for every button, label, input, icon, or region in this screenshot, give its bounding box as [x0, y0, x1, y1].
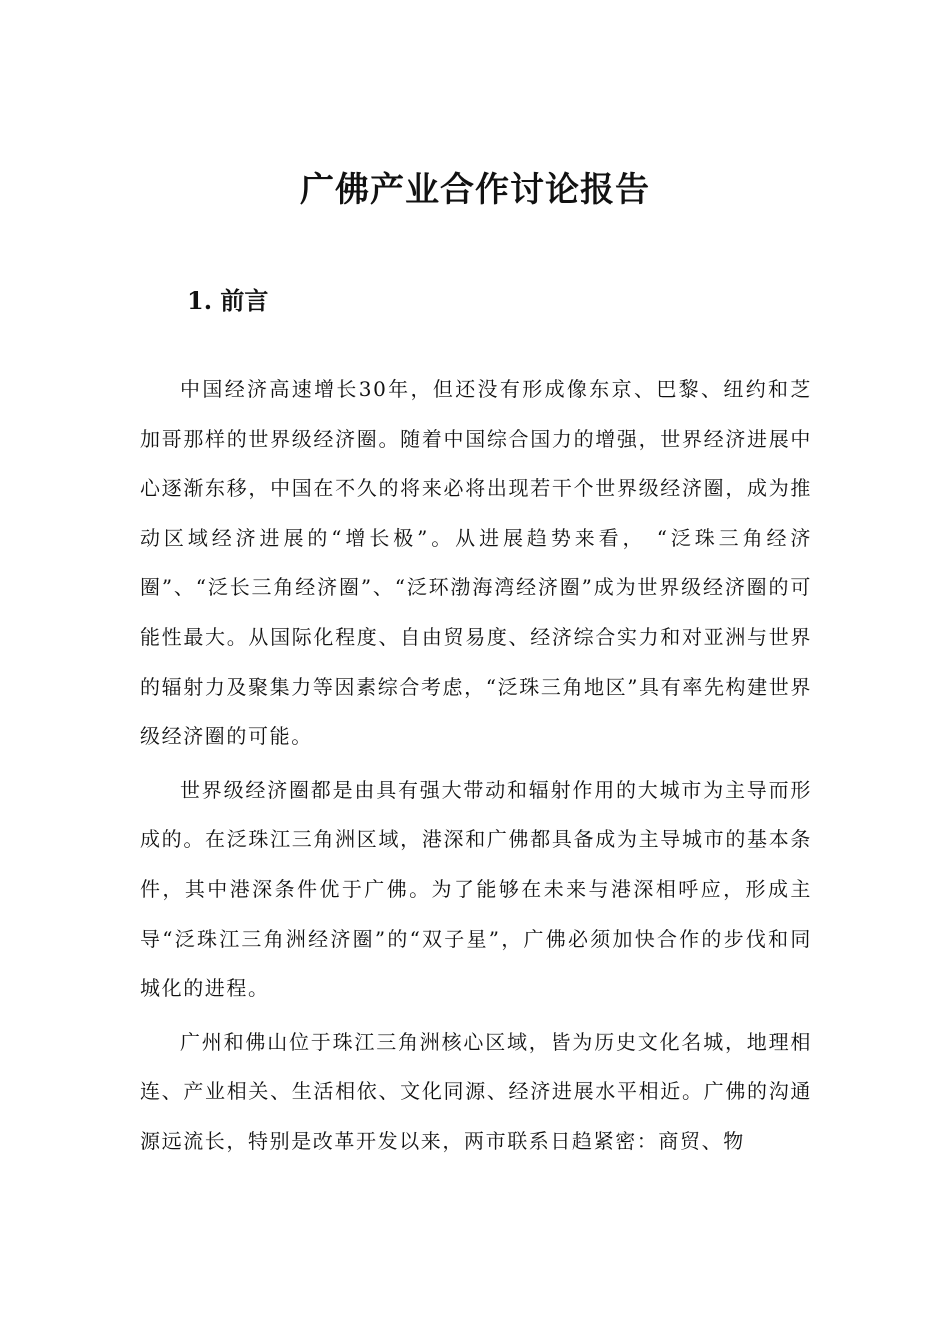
paragraph-3: 广州和佛山位于珠江三角洲核心区域，皆为历史文化名城，地理相连、产业相关、生活相依、文化同源、经济进展水平相近。广佛的沟通源远流长，特别是改革开发以来，两市联系日趋紧密：商贸、物 — [140, 1029, 812, 1153]
paragraph-2: 世界级经济圈都是由具有强大带动和辐射作用的大城市为主导而形成的。在泛珠江三角洲区域，港深和广佛都具备成为主导城市的基本条件，其中港深条件优于广佛。为了能够在未来与港深相呼应，形成主导“泛珠江三角洲经济圈”的“双子星”，广佛必须加快合作的步伐和同城化的进程。 — [140, 777, 812, 1001]
section-heading: 1. 前言 — [187, 286, 269, 315]
document-body — [140, 365, 812, 1171]
paragraph-1: 中国经济高速增长30年，但还没有形成像东京、巴黎、纽约和芝加哥那样的世界级经济圈。随着中国综合国力的增强，世界经济进展中心逐渐东移，中国在不久的将来必将出现若干个世界级经济圈，成为推动区域经济进展的“增长极”。从进展趋势来看， “泛珠三角经济圈”、“泛长三角经济圈”、“泛环渤海湾经济圈”成为世界级经济圈的可能性最大。从国际化程度、自由贸易度、经济综合实力和对亚洲与世界的辐射力及聚集力等因素综合考虑，“泛珠三角地区”具有率先构建世界级经济圈的可能。 — [140, 377, 812, 749]
document-title: 广佛产业合作讨论报告 — [300, 170, 650, 210]
